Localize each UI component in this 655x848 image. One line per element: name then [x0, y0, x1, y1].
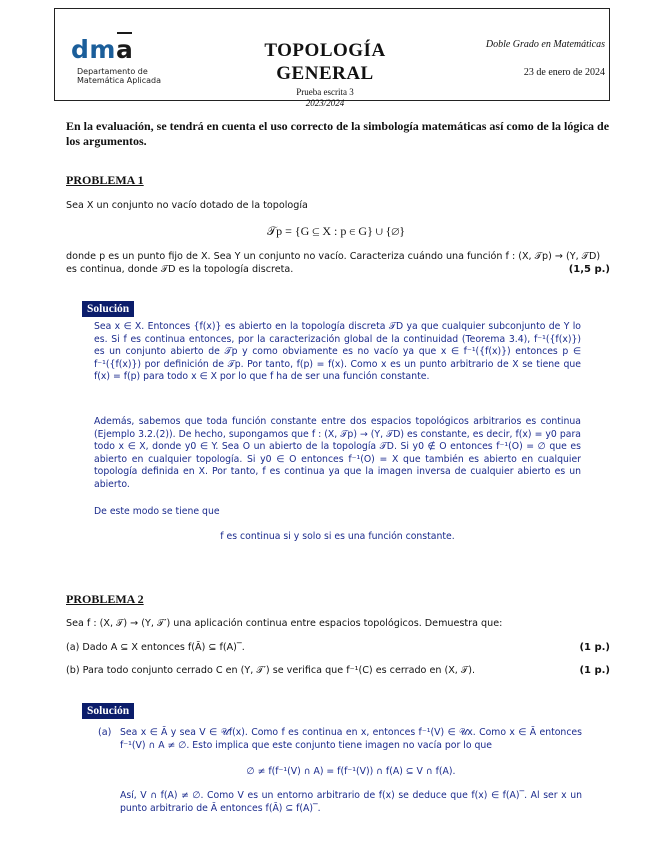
problem2-solution-label: Solución: [82, 703, 134, 719]
problem2-item-b: (b) Para todo conjunto cerrado C en (Y, 𝒯′) se verifica que f⁻¹(C) es cerrado en (X, 𝒯).: [66, 665, 476, 676]
header-box: [54, 8, 610, 108]
problem2-item-a-points: (1 p.): [579, 642, 610, 653]
problem2-item-a: (a) Dado A ⊆ X entonces f(Ā) ⊆ f(A)‾.: [66, 642, 245, 653]
problem1-statement-line1: donde p es un punto fijo de X. Sea Y un conjunto no vacío. Caracteriza cuándo una función f : (X, 𝒯p) → (Y, 𝒯D): [66, 251, 601, 262]
problem2-solution-a-para2: Así, V ∩ f(A) ≠ ∅. Como V es un entorno arbitrario de f(x) se deduce que f(x) ∈ f(A)‾. Al ser x un punto arbitrario de Ā entonces f(Ā) ⊆ f(A)‾.: [120, 790, 582, 814]
logo-line1: Departamento de: [77, 67, 148, 76]
problem2-heading: PROBLEMA 2: [66, 592, 144, 606]
exam-name: Prueba escrita 3: [296, 87, 354, 97]
problem1-solution-label: Solución: [82, 301, 134, 317]
problem1-points: (1,5 p.): [568, 264, 610, 275]
problem2-solution-a-marker: (a): [98, 727, 112, 738]
problem1-formula: 𝒯p = {G ⊆ X : p ∈ G} ∪ {∅}: [266, 224, 406, 238]
course-year: 2023/2024: [305, 98, 345, 108]
problem1-intro: Sea X un conjunto no vacío dotado de la topología: [66, 200, 308, 211]
problem1-conclusion: f es continua si y solo si es una función constante.: [220, 531, 455, 542]
department-name: [77, 67, 161, 85]
exam-date: 23 de enero de 2024: [523, 67, 605, 78]
problem1-solution-para2: Además, sabemos que toda función constante entre dos espacios topológicos arbitrarios es continua (Ejemplo 3.2.(2)). De hecho, supongamos que f : (X, 𝒯p) → (Y, 𝒯D) es constante, es decir, f(x) = y0 para todo x ∈ X, donde y0 ∈ Y. Sea O un abierto de la topología 𝒯D. Si y0 ∉ O entonces f⁻¹(O) = ∅ que es abierto en cualquier topología. Si y0 ∈ O entonces f⁻¹(O) = X que también es abierto en cualquier topología definida en X. Por tanto, f es continua ya que la imagen inversa de cualquier abierto es un abierto.: [94, 416, 581, 490]
title-line1: TOPOLOGÍA: [264, 40, 386, 61]
problem1-heading: PROBLEMA 1: [66, 173, 144, 187]
problem2-item-b-points: (1 p.): [579, 665, 610, 676]
problem1-statement-line2: es continua, donde 𝒯D es la topología discreta.: [66, 264, 294, 275]
problem2-intro: Sea f : (X, 𝒯) → (Y, 𝒯′) una aplicación continua entre espacios topológicos. Demuestra que:: [66, 618, 503, 629]
problem1-solution-para3: De este modo se tiene que: [94, 506, 220, 517]
evaluation-notice: En la evaluación, se tendrá en cuenta el uso correcto de la simbología matemáticas así como de la lógica de los argumentos.: [66, 119, 610, 148]
page-title: [215, 39, 435, 85]
title-line2: GENERAL: [276, 63, 374, 84]
department-logo: dma: [71, 35, 134, 64]
degree-name: Doble Grado en Matemáticas: [485, 39, 605, 50]
problem2-solution-a-para1: Sea x ∈ Ā y sea V ∈ 𝒰f(x). Como f es continua en x, entonces f⁻¹(V) ∈ 𝒰x. Como x ∈ Ā entonces f⁻¹(V) ∩ A ≠ ∅. Esto implica que este conjunto tiene imagen no vacía por lo que: [120, 727, 582, 751]
logo-line2: Matemática Aplicada: [77, 76, 162, 85]
problem1-solution-para1: Sea x ∈ X. Entonces {f(x)} es abierto en la topología discreta 𝒯D ya que cualquier subconjunto de Y lo es. Si f es continua entonces, por la caracterización global de la continuidad (Teorema 3.4), f⁻¹({f(x)}) es un conjunto abierto de 𝒯p y como obviamente es no vacío ya que x ∈ f⁻¹({f(x)}) entonces p ∈ f⁻¹({f(x)}) por definición de 𝒯p. Por tanto, f(p) = f(x). Como x es un punto arbitrario de X se tiene que f(x) = f(p) para todo x ∈ X por lo que f ha de ser una función constante.: [94, 321, 581, 382]
problem2-solution-a-formula: ∅ ≠ f(f⁻¹(V) ∩ A) = f(f⁻¹(V)) ∩ f(A) ⊆ V ∩ f(A).: [246, 766, 456, 777]
